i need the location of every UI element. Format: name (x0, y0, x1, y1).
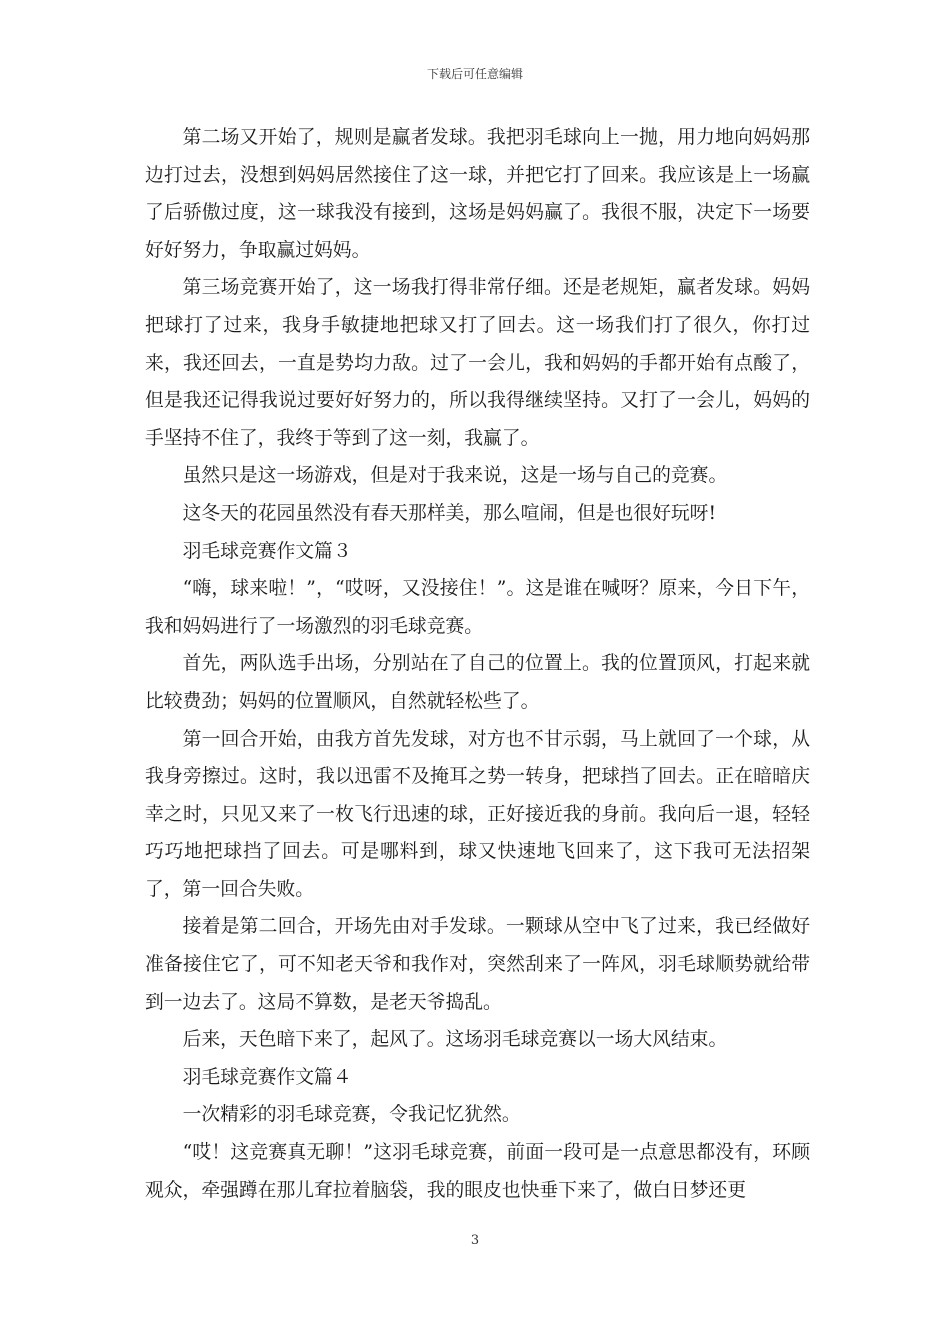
page-header: 下载后可任意编辑 (426, 67, 523, 81)
paragraph: 这冬天的花园虽然没有春天那样美，那么喧闹，但是也很好玩呀! (182, 502, 717, 524)
paragraph: 首先，两队选手出场，分别站在了自己的位置上。我的位置顶风，打起来就比较费劲；妈妈的位置顺风，自然就轻松些了。 (145, 653, 810, 712)
paragraph: 接着是第二回合，开场先由对手发球。一颗球从空中飞了过来，我已经做好准备接住它了，可不知老天爷和我作对，突然刮来了一阵风，羽毛球顺势就给带到一边去了。这局不算数，是老天爷捣乱。 (145, 916, 810, 1013)
paragraph: 第二场又开始了，规则是赢者发球。我把羽毛球向上一抛，用力地向妈妈那边打过去，没想到妈妈居然接住了这一球，并把它打了回来。我应该是上一场赢了后骄傲过度，这一球我没有接到，这场是妈妈赢了。我很不服，决定下一场要好好努力，争取赢过妈妈。 (145, 127, 810, 261)
section-heading: 羽毛球竞赛作文篇４ (182, 1066, 352, 1088)
paragraph: “哎！这竞赛真无聊！”这羽毛球竞赛，前面一段可是一点意思都没有，环顾观众，牵强蹲在那儿耷拉着脑袋，我的眼皮也快垂下来了，做白日梦还更 (145, 1142, 810, 1201)
paragraph: 第三场竞赛开始了，这一场我打得非常仔细。还是老规矩，赢者发球。妈妈把球打了过来，我身手敏捷地把球又打了回去。这一场我们打了很久，你打过来，我还回去，一直是势均力敌。过了一会儿，我和妈妈的手都开始有点酸了，但是我还记得我说过要好好努力的，所以我得继续坚持。又打了一会儿，妈妈的手坚持不住了，我终于等到了这一刻，我赢了。 (145, 277, 810, 449)
page-number: 3 (470, 1233, 480, 1248)
paragraph: 虽然只是这一场游戏，但是对于我来说，这是一场与自己的竞赛。 (182, 465, 728, 487)
paragraph: 第一回合开始，由我方首先发球，对方也不甘示弱，马上就回了一个球，从我身旁擦过。这时，我以迅雷不及掩耳之势一转身，把球挡了回去。正在暗暗庆幸之时，只见又来了一枚飞行迅速的球，正好接近我的身前。我向后一退，轻轻巧巧地把球挡了回去。可是哪料到，球又快速地飞回来了，这下我可无法招架了，第一回合失败。 (145, 728, 810, 900)
paragraph: 后来，天色暗下来了，起风了。这场羽毛球竞赛以一场大风结束。 (182, 1029, 728, 1051)
paragraph: 一次精彩的羽毛球竞赛，令我记忆犹然。 (182, 1104, 521, 1126)
document-body (145, 119, 810, 1209)
section-heading: 羽毛球竞赛作文篇３ (182, 540, 352, 562)
paragraph: “嗨，球来啦！”，“哎呀，又没接住！”。这是谁在喊呀？原来，今日下午，我和妈妈进行了一场激烈的羽毛球竞赛。 (145, 578, 810, 637)
